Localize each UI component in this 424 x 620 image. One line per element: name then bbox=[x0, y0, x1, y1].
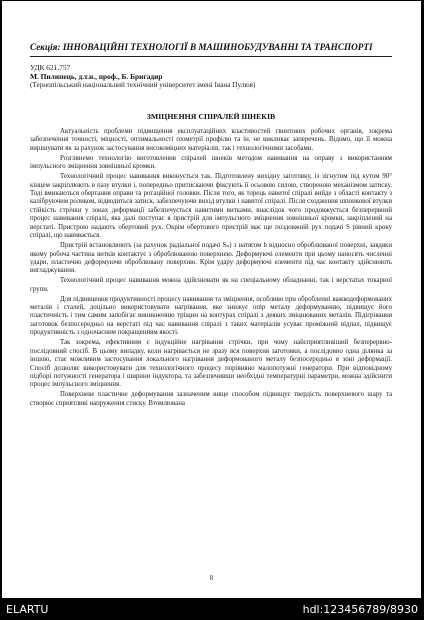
paragraph: Так зокрема, ефективним є індукційне нагрівання стрічки, при чому найсприятливіший безперервно-послідовний спосіб. В цьому випадку, коли нагрівається не зразу вся поверхня заготовки, а послідовно одна ділянка за іншою, стає можливим застосування локального нагрівання деформованого металу безпосередньо в зоні деформації. Спосіб дозволяє використовувати для технологічного процесу порівняно малопотужні генератори. При відповідному підборі потужності генератора і ширини індуктора, та забезпечивши необхідні температурні параметри, можна здійснити процес імпульсного зміцнення. bbox=[30, 339, 392, 389]
repository-name[interactable]: ELARTU bbox=[6, 603, 49, 616]
affiliation: (Тернопільський національний технічний університет імені Івана Пулюя) bbox=[30, 81, 256, 89]
paragraph: Актуальність проблеми підвищення експлуатаційних властивостей гвинтових робочих органів, зокрема забезпечення точності, міцності, оптимальності геометрії профілю та ін. не викликає заперечень. Відомо, що її можна вирішувати як за рахунок застосування високоміцних матеріалів, так і технологічними засобами. bbox=[30, 128, 392, 152]
paragraph: Технологічний процес навивання можна здійснювати як на спеціальному обладнанні, так і верстатах токарної групи. bbox=[30, 277, 392, 293]
authors: М. Пилипець, д.т.н., проф., Б. Бригадир bbox=[30, 72, 163, 81]
page-number: 8 bbox=[209, 575, 214, 582]
document-page bbox=[2, 1, 421, 598]
section-heading: Секція: ІННОВАЦІЙНІ ТЕХНОЛОГІЇ В МАШИНОБУДУВАННІ ТА ТРАНСПОРТІ bbox=[30, 42, 373, 52]
body-text bbox=[30, 128, 392, 410]
repository-footer bbox=[0, 599, 424, 620]
udk-code: УДК 621.757 bbox=[30, 63, 71, 72]
paragraph: Для підвищення продуктивності процесу навивання та зміцнення, особливо при обробленні важкодеформованих металів і сталей, доцільно використовувати нагрівання, яке знижує опір металу деформуванню, підвищує його пластичність і тим самим запобігає виникненню тріщин на контурах спіралі з деяких зміцнюваних металів. Підігрівання заготовок безпосередньо на верстаті під час навивання спіралі з таких матеріалів усуває проміжний відпал, підвищує продуктивність з одночасним покращенням якості. bbox=[30, 295, 392, 337]
paragraph: Технологічний процес навивання виконується так. Підготовлену вихідну заготовку, із зігнутим під кутом 90° кінцем закріплюють в пазу втулки і, попередньо притискаючи фіксують її осьовою силою, створеною механізмом затиску. Тоді вмикаються обертання оправи та ротаційної головки. Після того, як торець навитої спіралі вийде з області контакту з калібруючим роликом, відводиться затиск, забезпечуючи вихід втулки і навитої спіралі. Після сходження шпонкової втулки стійкість стрічки у зонах деформації забезпечується навитими витками, внаслідок чого продовжується безперервний процес навивання спіралі, яка далі поступає в пристрій для імпульсного зміцнення зовнішньої кромки, закріплений на верстаті. Пристрою надають обертовий рух. Окрім обертового пристрій має ще поздовжній рух подачі S рівний кроку спіралі, що навивається. bbox=[30, 173, 392, 240]
handle-identifier[interactable]: hdl:123456789/8930 bbox=[302, 603, 418, 616]
paper-title: ЗМІЦНЕННЯ СПІРАЛЕЙ ШНЕКІВ bbox=[146, 112, 276, 121]
header-rule bbox=[30, 56, 392, 57]
paragraph: Розглянемо технологію виготовлення спіралей шнеків методом навивання на оправу з використанням імпульсного зміцнення зовнішньої кромки. bbox=[30, 154, 392, 171]
paragraph: Пристрій встановлюють (за рахунок радіальної подачі Sₙ) з натягом h відносно оброблюваної поверхні, завдяки якому робоча частина витків контактує з оброблюваною поверхнею. Деформуючі елементи при цьому наносять численні удари, пластично деформуючи оброблювану поверхню. Крім удару деформуючі елементи під час контакту здійснюють вигладжування. bbox=[30, 242, 392, 275]
paragraph: Поверхневе пластичне деформування зазначеним вище способом підвищує твердість поверхневого шару та створює сприятливі напруження стиску. Втомлювана bbox=[30, 391, 392, 407]
